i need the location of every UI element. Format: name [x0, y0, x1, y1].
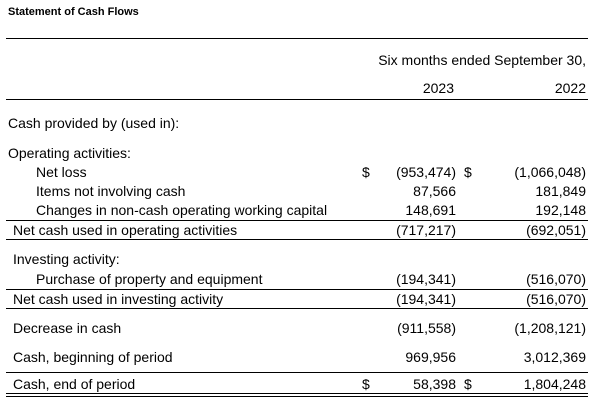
value-2022-cash-end: 1,804,248	[523, 376, 586, 392]
operating-subtotal-rule	[6, 220, 588, 221]
end-double-rule-1	[6, 393, 588, 394]
value-2022-decrease-in-cash: (1,208,121)	[514, 320, 586, 336]
operating-total-rule	[6, 239, 588, 240]
currency-symbol: $	[362, 164, 370, 180]
value-2023-cash-beginning: 969,956	[405, 349, 456, 365]
row-label-purchase-property: Purchase of property and equipment	[36, 271, 263, 287]
value-2023-net-cash-operating: (717,217)	[396, 222, 456, 238]
value-2022-net-cash-operating: (692,051)	[526, 222, 586, 238]
section-cash-provided: Cash provided by (used in):	[8, 115, 180, 131]
header-top-rule	[6, 38, 588, 39]
row-label-net-cash-operating: Net cash used in operating activities	[13, 222, 238, 238]
row-label-items-not-involving-cash: Items not involving cash	[36, 183, 186, 199]
investing-heading: Investing activity:	[13, 251, 120, 267]
end-double-rule-2	[6, 396, 588, 397]
year-2022-header: 2022	[554, 80, 586, 96]
row-label-decrease-in-cash: Decrease in cash	[13, 320, 122, 336]
value-2022-net-cash-investing: (516,070)	[526, 291, 586, 307]
row-label-working-capital: Changes in non-cash operating working capital	[36, 202, 328, 218]
value-2023-working-capital: 148,691	[405, 202, 456, 218]
row-label-cash-beginning: Cash, beginning of period	[13, 349, 173, 365]
value-2023-purchase-property: (194,341)	[396, 271, 456, 287]
value-2023-items-not-involving-cash: 87,566	[413, 183, 456, 199]
operating-heading: Operating activities:	[8, 145, 131, 161]
currency-symbol: $	[464, 164, 472, 180]
value-2022-purchase-property: (516,070)	[526, 271, 586, 287]
value-2022-items-not-involving-cash: 181,849	[535, 183, 586, 199]
value-2023-cash-end: 58,398	[413, 376, 456, 392]
statement-title: Statement of Cash Flows	[8, 6, 139, 18]
investing-subtotal-rule	[6, 289, 588, 290]
row-label-cash-end: Cash, end of period	[13, 376, 136, 392]
value-2023-net-loss: (953,474)	[396, 164, 456, 180]
header-bottom-rule	[6, 99, 588, 100]
row-label-net-loss: Net loss	[36, 164, 87, 180]
year-2023-header: 2023	[422, 80, 454, 96]
investing-total-rule	[6, 308, 588, 309]
value-2022-working-capital: 192,148	[535, 202, 586, 218]
value-2022-cash-beginning: 3,012,369	[523, 349, 586, 365]
row-label-net-cash-investing: Net cash used in investing activity	[13, 291, 224, 307]
currency-symbol: $	[464, 376, 472, 392]
value-2023-decrease-in-cash: (911,558)	[397, 320, 456, 336]
period-header: Six months ended September 30,	[378, 52, 586, 68]
value-2022-net-loss: (1,066,048)	[514, 164, 586, 180]
value-2023-net-cash-investing: (194,341)	[396, 291, 456, 307]
end-top-rule	[6, 372, 588, 373]
currency-symbol: $	[362, 376, 370, 392]
